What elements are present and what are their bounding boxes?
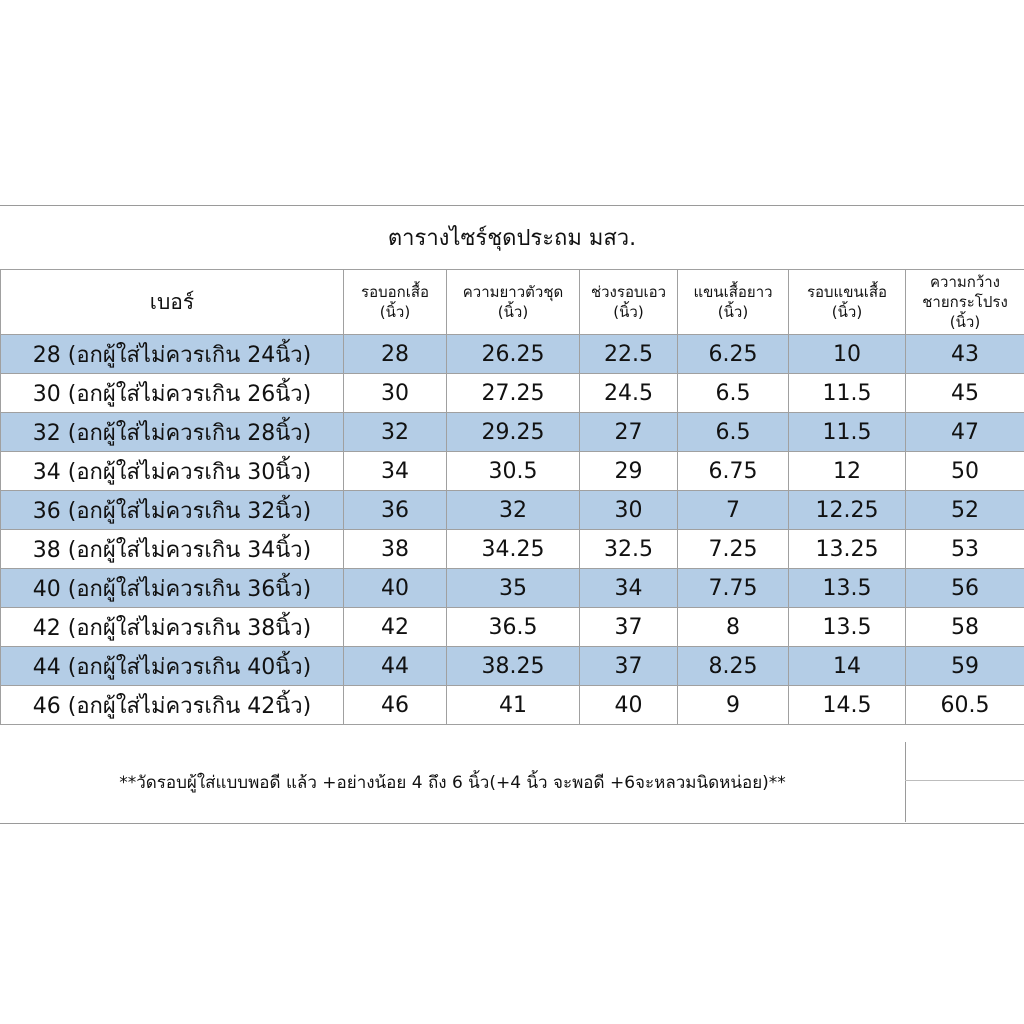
sleeve-length-cell: 7	[678, 491, 789, 530]
length-cell: 29.25	[447, 413, 580, 452]
size-cell: 32 (อกผู้ใส่ไม่ควรเกิน 28นิ้ว)	[1, 413, 344, 452]
sleeve-width-cell: 14.5	[789, 686, 906, 725]
size-cell: 34 (อกผู้ใส่ไม่ควรเกิน 30นิ้ว)	[1, 452, 344, 491]
sleeve-length-cell: 9	[678, 686, 789, 725]
sleeve-width-cell: 13.5	[789, 569, 906, 608]
table-row	[1, 491, 1024, 530]
chest-cell: 38	[344, 530, 447, 569]
table-row	[1, 452, 1024, 491]
header-skirt-width	[906, 270, 1024, 335]
size-cell: 30 (อกผู้ใส่ไม่ควรเกิน 26นิ้ว)	[1, 374, 344, 413]
header-size: เบอร์	[1, 270, 344, 335]
sleeve-length-cell: 6.25	[678, 335, 789, 374]
size-chart	[0, 205, 1024, 824]
length-cell: 35	[447, 569, 580, 608]
chest-cell: 30	[344, 374, 447, 413]
sleeve-width-cell: 13.25	[789, 530, 906, 569]
waist-cell: 40	[580, 686, 678, 725]
sleeve-width-cell: 12	[789, 452, 906, 491]
sleeve-length-cell: 6.75	[678, 452, 789, 491]
size-cell: 44 (อกผู้ใส่ไม่ควรเกิน 40นิ้ว)	[1, 647, 344, 686]
waist-cell: 22.5	[580, 335, 678, 374]
length-cell: 34.25	[447, 530, 580, 569]
skirt-width-cell: 60.5	[906, 686, 1024, 725]
sleeve-width-cell: 13.5	[789, 608, 906, 647]
table-row	[1, 335, 1024, 374]
header-line: ความยาวตัวชุด	[462, 283, 564, 301]
skirt-width-cell: 43	[906, 335, 1024, 374]
header-line: (นิ้ว)	[949, 313, 981, 331]
skirt-width-cell: 58	[906, 608, 1024, 647]
header-sleeve-length	[678, 270, 789, 335]
header-line: แขนเสื้อยาว	[693, 283, 773, 301]
skirt-width-cell: 53	[906, 530, 1024, 569]
size-table	[0, 269, 1024, 725]
header-line: ชายกระโปรง	[922, 293, 1008, 311]
size-cell: 38 (อกผู้ใส่ไม่ควรเกิน 34นิ้ว)	[1, 530, 344, 569]
divider	[905, 780, 1024, 781]
header-line: ความกว้าง	[929, 273, 1001, 291]
length-cell: 38.25	[447, 647, 580, 686]
table-header-row	[1, 270, 1024, 335]
sleeve-length-cell: 8	[678, 608, 789, 647]
skirt-width-cell: 59	[906, 647, 1024, 686]
waist-cell: 34	[580, 569, 678, 608]
header-line: (นิ้ว)	[831, 303, 863, 321]
sleeve-width-cell: 12.25	[789, 491, 906, 530]
chest-cell: 34	[344, 452, 447, 491]
measurement-note: **วัดรอบผู้ใส่แบบพอดี แล้ว +อย่างน้อย 4 ถึง 6 นิ้ว(+4 นิ้ว จะพอดี +6จะหลวมนิดหน่อย)**	[0, 742, 906, 822]
size-cell: 36 (อกผู้ใส่ไม่ควรเกิน 32นิ้ว)	[1, 491, 344, 530]
header-line: รอบแขนเสื้อ	[806, 283, 888, 301]
length-cell: 30.5	[447, 452, 580, 491]
table-row	[1, 686, 1024, 725]
table-row	[1, 569, 1024, 608]
chest-cell: 28	[344, 335, 447, 374]
skirt-width-cell: 52	[906, 491, 1024, 530]
sleeve-length-cell: 6.5	[678, 374, 789, 413]
header-line: (นิ้ว)	[497, 303, 529, 321]
size-cell: 42 (อกผู้ใส่ไม่ควรเกิน 38นิ้ว)	[1, 608, 344, 647]
length-cell: 32	[447, 491, 580, 530]
header-line: รอบอกเสื้อ	[361, 283, 429, 301]
header-waist	[580, 270, 678, 335]
length-cell: 36.5	[447, 608, 580, 647]
skirt-width-cell: 50	[906, 452, 1024, 491]
header-line: (นิ้ว)	[613, 303, 644, 321]
length-cell: 41	[447, 686, 580, 725]
header-line: ช่วงรอบเอว	[590, 283, 667, 301]
header-line: (นิ้ว)	[379, 303, 411, 321]
waist-cell: 29	[580, 452, 678, 491]
table-row	[1, 608, 1024, 647]
sleeve-length-cell: 8.25	[678, 647, 789, 686]
header-length	[447, 270, 580, 335]
skirt-width-cell: 56	[906, 569, 1024, 608]
size-cell: 40 (อกผู้ใส่ไม่ควรเกิน 36นิ้ว)	[1, 569, 344, 608]
chest-cell: 40	[344, 569, 447, 608]
chest-cell: 44	[344, 647, 447, 686]
waist-cell: 27	[580, 413, 678, 452]
sleeve-width-cell: 10	[789, 335, 906, 374]
waist-cell: 32.5	[580, 530, 678, 569]
table-row	[1, 530, 1024, 569]
skirt-width-cell: 47	[906, 413, 1024, 452]
waist-cell: 37	[580, 608, 678, 647]
sleeve-width-cell: 11.5	[789, 413, 906, 452]
length-cell: 27.25	[447, 374, 580, 413]
sleeve-length-cell: 7.25	[678, 530, 789, 569]
table-row	[1, 647, 1024, 686]
header-line: (นิ้ว)	[717, 303, 749, 321]
sleeve-width-cell: 11.5	[789, 374, 906, 413]
table-row	[1, 374, 1024, 413]
chest-cell: 36	[344, 491, 447, 530]
chest-cell: 42	[344, 608, 447, 647]
header-chest	[344, 270, 447, 335]
table-row	[1, 413, 1024, 452]
sleeve-length-cell: 7.75	[678, 569, 789, 608]
chest-cell: 32	[344, 413, 447, 452]
header-sleeve-width	[789, 270, 906, 335]
chest-cell: 46	[344, 686, 447, 725]
sleeve-length-cell: 6.5	[678, 413, 789, 452]
waist-cell: 24.5	[580, 374, 678, 413]
page-title: ตารางไซร์ชุดประถม มสว.	[0, 206, 1024, 270]
length-cell: 26.25	[447, 335, 580, 374]
sleeve-width-cell: 14	[789, 647, 906, 686]
skirt-width-cell: 45	[906, 374, 1024, 413]
waist-cell: 30	[580, 491, 678, 530]
waist-cell: 37	[580, 647, 678, 686]
size-cell: 46 (อกผู้ใส่ไม่ควรเกิน 42นิ้ว)	[1, 686, 344, 725]
size-cell: 28 (อกผู้ใส่ไม่ควรเกิน 24นิ้ว)	[1, 335, 344, 374]
